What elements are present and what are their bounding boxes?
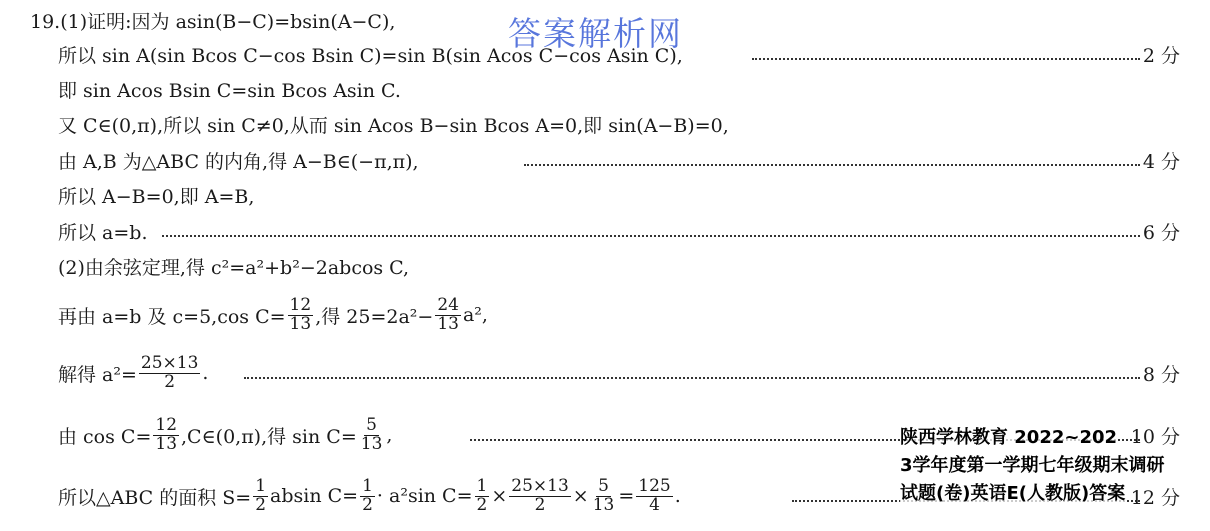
fraction-numerator: 125 — [638, 475, 671, 496]
text-segment: 由 cos C= — [58, 425, 152, 448]
fraction — [509, 475, 571, 515]
text-segment: × — [572, 485, 589, 507]
fraction — [153, 414, 179, 454]
fraction — [591, 475, 617, 515]
solution-line-8 — [0, 246, 1210, 286]
fraction-numerator: 12 — [155, 414, 178, 435]
text-segment: . — [202, 362, 209, 384]
fraction-numerator: 1 — [476, 475, 488, 496]
fraction — [253, 475, 268, 515]
dot-leader — [244, 377, 1140, 379]
dot-leader — [162, 235, 1140, 237]
text-segment: × — [491, 485, 508, 507]
fraction-denominator: 13 — [592, 494, 615, 515]
stamp-line: 陕西学林教育 2022~202 — [900, 424, 1117, 452]
solution-line-3 — [0, 69, 1210, 109]
fraction-numerator: 5 — [598, 475, 609, 496]
solution-line-5 — [0, 140, 1210, 180]
fraction — [435, 294, 461, 334]
fraction-denominator: 13 — [155, 433, 178, 454]
fraction-numerator: 1 — [362, 475, 373, 496]
score-label: 10 分 — [1130, 425, 1180, 448]
solution-line-6 — [0, 175, 1210, 215]
fraction-denominator: 2 — [255, 494, 267, 515]
line-text: 19.(1)证明:因为 asin(B−C)=bsin(A−C), — [30, 10, 396, 33]
fraction-denominator: 2 — [362, 494, 373, 515]
fraction-denominator: 13 — [437, 313, 459, 334]
text-segment: 解得 a²= — [58, 363, 137, 386]
fraction-numerator: 1 — [255, 475, 267, 496]
line-text: (2)由余弦定理,得 c²=a²+b²−2abcos C, — [58, 256, 410, 279]
fraction-numerator: 5 — [366, 414, 377, 435]
fraction-denominator: 2 — [476, 494, 488, 515]
score-label: 4 分 — [1142, 150, 1180, 173]
fraction-denominator: 2 — [164, 371, 176, 392]
fraction-numerator: 24 — [437, 294, 459, 315]
text-segment: = — [618, 485, 635, 507]
dot-leader — [524, 164, 1140, 166]
dot-leader — [752, 58, 1140, 60]
score-label: 8 分 — [1142, 363, 1180, 386]
fraction-denominator: 13 — [360, 433, 383, 454]
text-segment: ,得 25=2a²− — [315, 305, 434, 328]
source-stamp — [900, 424, 1210, 508]
text-segment: , — [386, 424, 393, 446]
solution-line-7 — [0, 211, 1210, 251]
score-label: 2 分 — [1142, 44, 1180, 67]
score-label: 6 分 — [1142, 221, 1180, 244]
watermark: 答案解析网 — [508, 14, 683, 53]
fraction — [359, 414, 385, 454]
line-text — [58, 292, 488, 338]
solution-line-2 — [0, 34, 1210, 74]
fraction — [360, 475, 375, 515]
fraction-denominator: 4 — [649, 494, 660, 515]
line-text — [58, 350, 208, 396]
line-text: 又 C∈(0,π),所以 sin C≠0,从而 sin Acos B−sin Bcos A=0,即 sin(A−B)=0, — [58, 114, 729, 137]
line-text — [58, 412, 392, 458]
fraction-denominator: 2 — [534, 494, 546, 515]
line-text: 所以 sin A(sin Bcos C−cos Bsin C)=sin B(sin Acos C−cos Asin C), — [58, 44, 683, 67]
solution-line-10 — [0, 350, 1210, 396]
fraction — [475, 475, 490, 515]
text-segment: 再由 a=b 及 c=5,cos C= — [58, 305, 286, 328]
fraction — [636, 475, 672, 515]
line-text: 所以 a=b. — [58, 221, 148, 244]
line-text — [58, 472, 681, 520]
fraction-denominator: 13 — [289, 313, 312, 334]
score-label: 12 分 — [1130, 486, 1180, 509]
text-segment: 所以△ABC 的面积 S= — [58, 486, 252, 509]
line-text: 即 sin Acos Bsin C=sin Bcos Asin C. — [58, 79, 401, 102]
stamp-line: 3学年度第一学期七年级期末调研 — [900, 452, 1165, 480]
fraction-numerator: 25×13 — [511, 475, 569, 496]
line-text: 由 A,B 为△ABC 的内角,得 A−B∈(−π,π), — [58, 150, 419, 173]
text-segment: . — [674, 485, 681, 507]
text-segment: · a²sin C= — [376, 485, 473, 507]
solution-line-4 — [0, 104, 1210, 144]
text-segment: a², — [462, 304, 488, 326]
text-segment: ,C∈(0,π),得 sin C= — [181, 425, 357, 448]
fraction-numerator: 25×13 — [140, 352, 199, 373]
fraction — [288, 294, 314, 334]
solution-line-9 — [0, 292, 1210, 338]
stamp-line: 试题(卷)英语E(人教版)答案 — [900, 480, 1125, 508]
fraction — [139, 352, 201, 392]
line-text: 所以 A−B=0,即 A=B, — [58, 185, 255, 208]
fraction-numerator: 12 — [289, 294, 312, 315]
text-segment: absin C= — [270, 485, 359, 507]
